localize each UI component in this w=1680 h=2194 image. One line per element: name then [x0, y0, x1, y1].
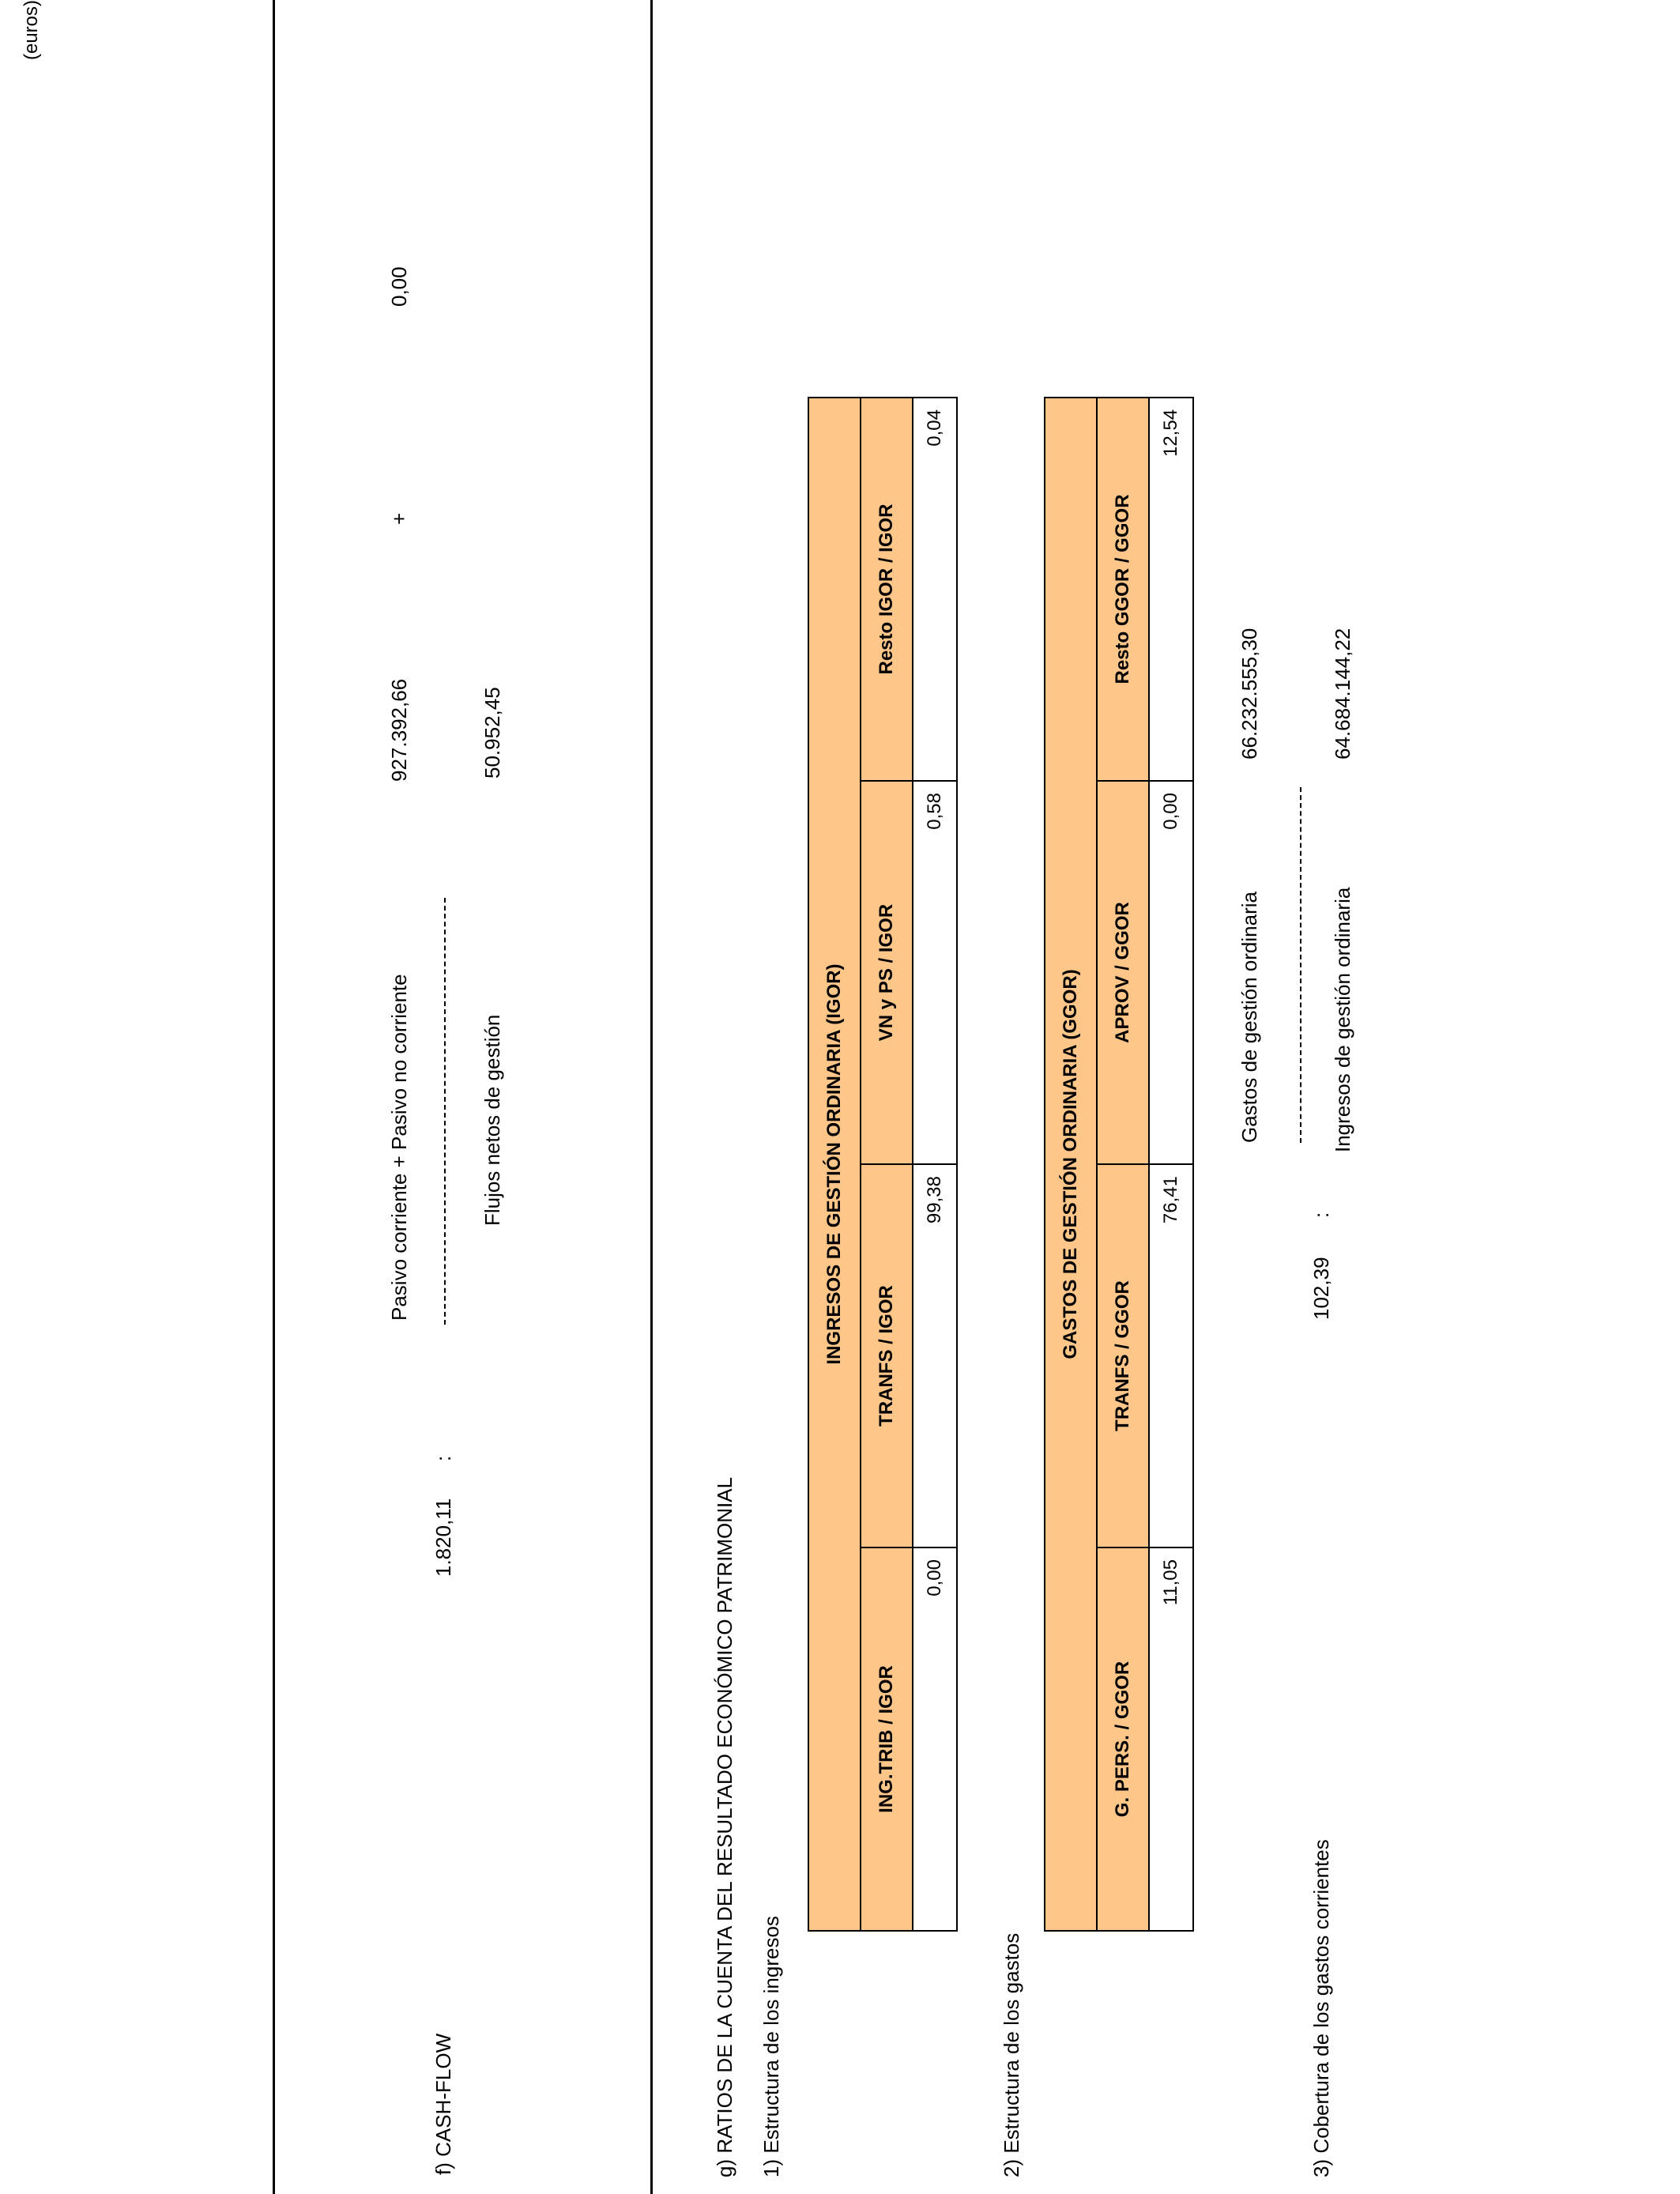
cash-flow-numerator-value-2: 0,00 [387, 266, 411, 307]
income-column-header-row [861, 398, 913, 1931]
coverage-label: 3) Cobertura de los gastos corrientes [1309, 1839, 1333, 2177]
coverage-denominator-value: 64.684.144,22 [1331, 628, 1354, 760]
expense-value-tranfs: 76,41 [1149, 1164, 1193, 1547]
cash-flow-plus-sign: + [387, 512, 411, 525]
income-value-vn-ps: 0,58 [913, 781, 957, 1164]
cash-flow-label: f) CASH-FLOW [431, 2033, 455, 2175]
income-group-header: INGRESOS DE GESTIÓN ORDINARIA (IGOR) [808, 398, 861, 1931]
coverage-numerator-value: 66.232.555,30 [1237, 628, 1261, 760]
income-value-resto: 0,04 [913, 398, 957, 781]
expense-structure-label: 2) Estructura de los gastos [1000, 1932, 1023, 2177]
cash-flow-fraction-line [444, 898, 446, 1325]
cash-flow-value: 1.820,11 [431, 1498, 455, 1577]
section-rule [650, 0, 653, 2194]
coverage-value: 102,39 [1309, 1257, 1333, 1320]
units-label: (euros) [21, 0, 42, 60]
expense-col-resto: Resto GGOR / GGOR [1097, 398, 1149, 781]
cash-flow-numerator-value-1: 927.392,66 [387, 678, 411, 782]
income-group-header-row [808, 398, 861, 1931]
cash-flow-denominator-value: 50.952,45 [480, 687, 504, 778]
income-col-tranfs: TRANFS / IGOR [861, 1164, 913, 1547]
expense-value-aprov: 0,00 [1149, 781, 1193, 1164]
income-values-row [913, 398, 957, 1931]
cash-flow-numerator-label: Pasivo corriente + Pasivo no corriente [387, 974, 411, 1321]
expense-values-row [1149, 398, 1193, 1931]
coverage-numerator-label: Gastos de gestión ordinaria [1237, 892, 1261, 1143]
cash-flow-colon: : [431, 1455, 455, 1461]
coverage-fraction-line [1300, 787, 1301, 1143]
income-structure-label: 1) Estructura de los ingresos [759, 1916, 783, 2177]
coverage-denominator-label: Ingresos de gestión ordinaria [1331, 887, 1354, 1152]
expense-col-g-pers: G. PERS. / GGOR [1097, 1547, 1149, 1931]
income-col-vn-ps: VN y PS / IGOR [861, 781, 913, 1164]
expense-col-tranfs: TRANFS / GGOR [1097, 1164, 1149, 1547]
expense-group-header: GASTOS DE GESTIÓN ORDINARIA (GGOR) [1045, 398, 1097, 1931]
top-rule [273, 0, 275, 2194]
income-col-resto: Resto IGOR / IGOR [861, 398, 913, 781]
cash-flow-denominator-label: Flujos netos de gestión [480, 1014, 504, 1226]
expense-structure-table [1044, 397, 1194, 1932]
expense-value-resto: 12,54 [1149, 398, 1193, 781]
expense-group-header-row [1045, 398, 1097, 1931]
income-structure-table [808, 397, 958, 1932]
income-value-tranfs: 99,38 [913, 1164, 957, 1547]
expense-col-aprov: APROV / GGOR [1097, 781, 1149, 1164]
expense-column-header-row [1097, 398, 1149, 1931]
income-col-ing-trib: ING.TRIB / IGOR [861, 1547, 913, 1931]
coverage-colon: : [1309, 1212, 1333, 1218]
ratios-title: g) RATIOS DE LA CUENTA DEL RESULTADO ECONÓMICO PATRIMONIAL [713, 1476, 736, 2177]
expense-value-g-pers: 11,05 [1149, 1547, 1193, 1931]
income-value-ing-trib: 0,00 [913, 1547, 957, 1931]
